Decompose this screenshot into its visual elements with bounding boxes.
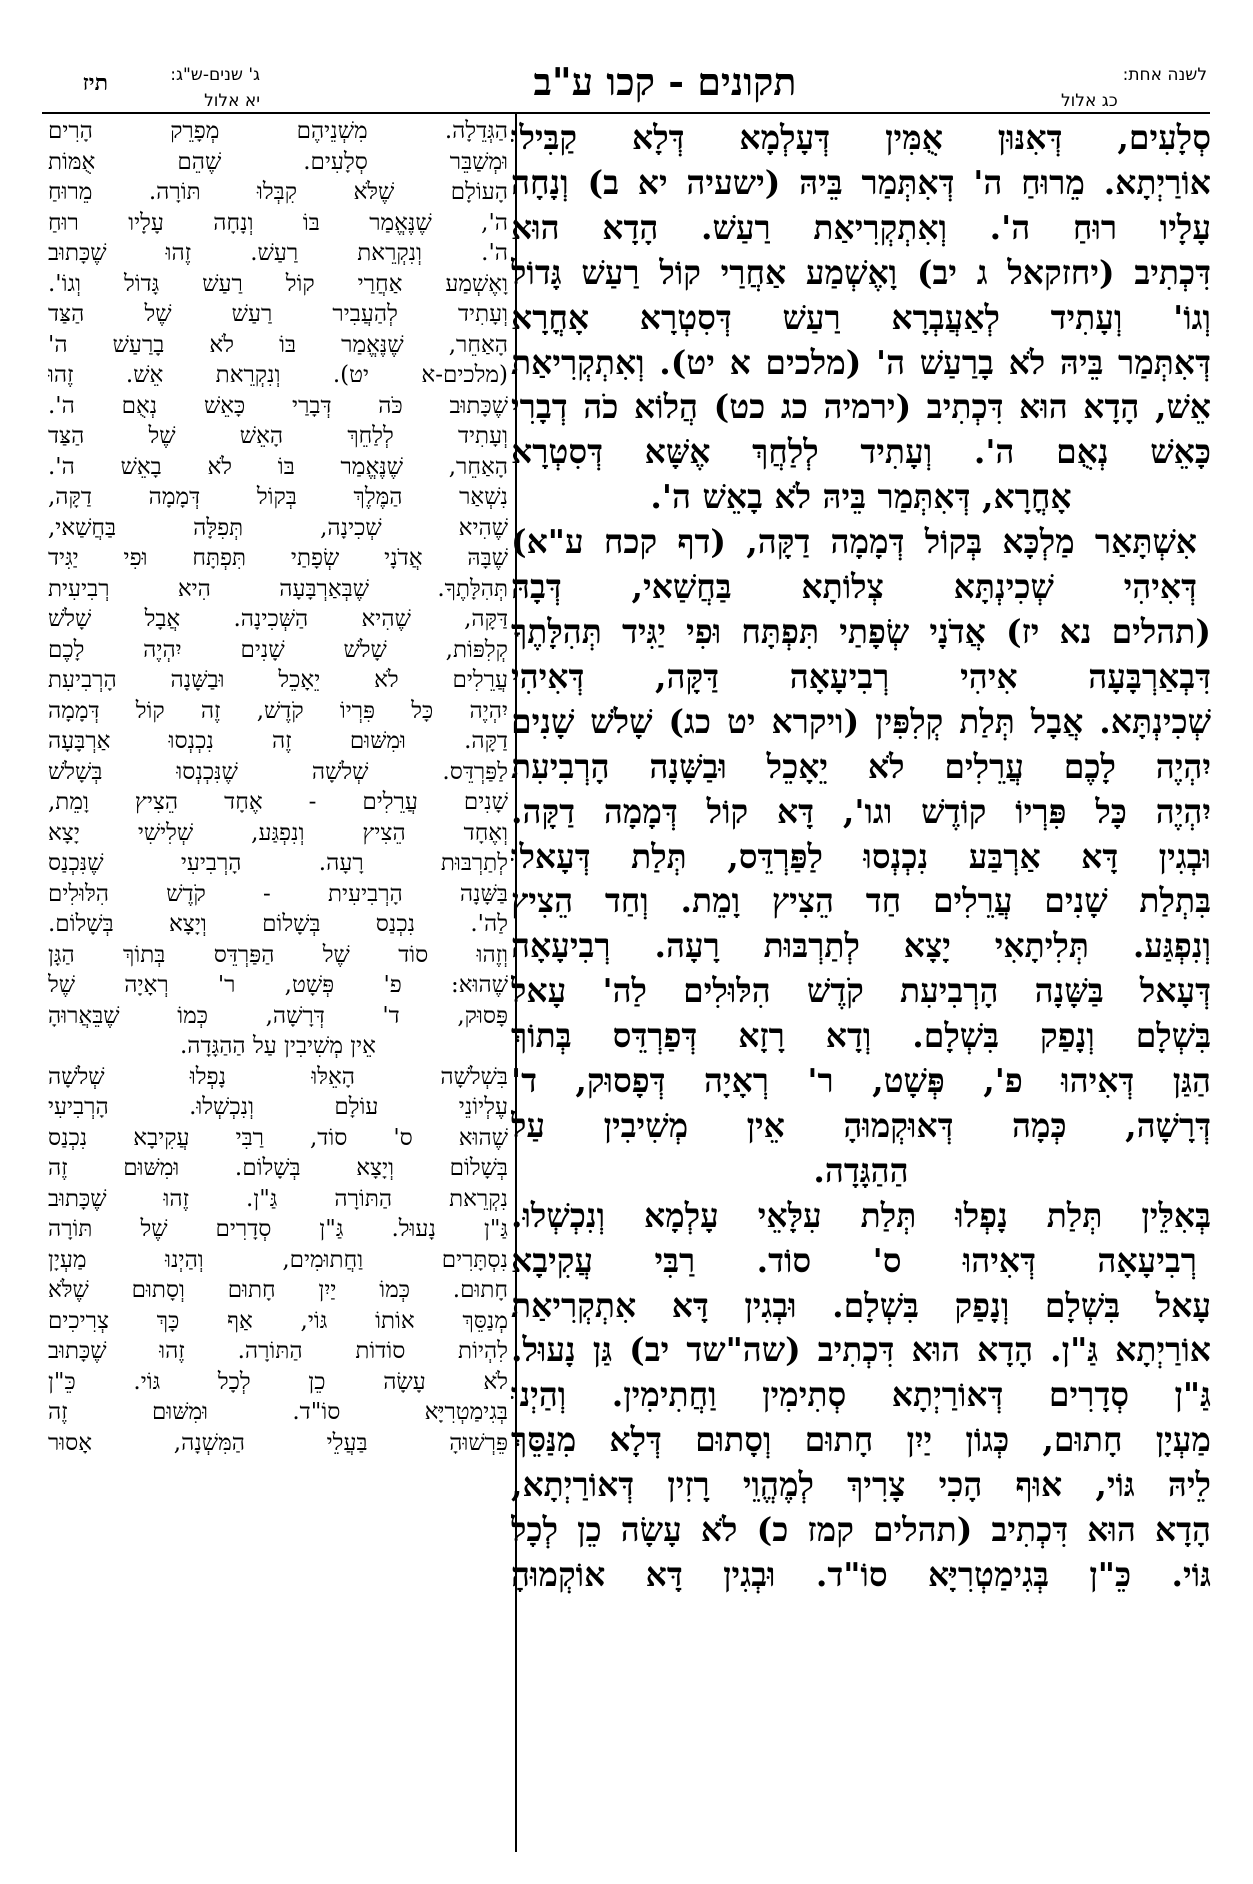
commentary-line: בִּשְׁלֹשָׁה הָאֵלּוּ נָפְלוּ שְׁלֹשָׁה (48, 1063, 508, 1090)
header-schedule-one-year: לשנה אחת: (1122, 65, 1207, 85)
main-text-line: לֵיהּ גּוֹי, אוּף הָכִי צָרִיךְ לְמֶהֱוֵי רָזִין דְּאוֹרַיְתָא, (511, 1465, 1211, 1505)
commentary-line: קְלִפּוֹת, שָׁלֹשׁ שָׁנִים יִהְיֶה לָכֶם (48, 636, 508, 663)
commentary-line: בַּשָּׁנָה הָרְבִיעִית - קֹדֶשׁ הִלּוּלִים (48, 880, 508, 907)
commentary-line: שֶׁכָּתוּב כֹּה דְּבָרַי כָּאֵשׁ נְאֻם ה'. (48, 392, 508, 419)
commentary-line: הַגְּדֵלָה. מִשְׁנֵיהֶם מְפָרֵק הָרִים (48, 118, 508, 144)
commentary-line: וָאֶשְׁמַע אַחֲרַי קוֹל רַעַשׁ גָּדוֹל וְגוֹ'. (48, 270, 508, 297)
commentary-line: גַּ"ן נָעוּל. גַּ"ן סְדָרִים שֶׁל תּוֹרָה (48, 1216, 508, 1242)
main-text-column (511, 116, 1211, 1861)
commentary-line: דַּקָּה, שֶׁהִיא הַשְּׁכִינָה. אֲבָל שָׁלֹשׁ (48, 606, 508, 632)
main-text-line: עָלָיו רוּחַ ה'. וְאִתְקְרִיאַת רַעַשׁ. הָדָא הוּא (511, 207, 1211, 247)
main-text-line: בִּשְׁלָם וְנָפַק בִּשְׁלָם. וְדָא רָזָא דְּפַרְדֵּס בְּתוֹךְ (511, 1016, 1211, 1056)
commentary-line: לַפַּרְדֵּס. שְׁלֹשָׁה שֶׁנִּכְנְסוּ בְּשָׁלֹשׁ (48, 758, 508, 785)
commentary-line: עֶלְיוֹנֵי עוֹלָם וְנִכְשְׁלוּ. הָרְבִיעִי (48, 1094, 508, 1120)
commentary-line: ה', שֶׁנֶּאֱמַר בּוֹ וְנָחָה עָלָיו רוּחַ (48, 209, 508, 236)
commentary-line: מְנַסֵּךְ אוֹתוֹ גּוֹי, אַף כָּךְ צְרִיכִים (48, 1307, 508, 1334)
commentary-line: וְזֶהוּ סוֹד שֶׁל הַפַּרְדֵּס בְּתוֹךְ הַגָּן (48, 941, 508, 968)
main-text-line: (תהלים נא יז) אֲדֹנָי שְׂפָתַי תִּפְתָּח וּפִי יַגִּיד תְּהִלָּתֶךָ (511, 611, 1211, 651)
main-text-line: שְׁכִינְתָּא. אֲבָל תְּלַת קְלִפִּין (ויקרא יט כג) שָׁלֹשׁ שָׁנִים (511, 701, 1211, 741)
header-schedule-three-years: ג' שנים-ש"ג: (170, 65, 260, 85)
commentary-line: ה'. וְנִקְרֵאת רַעַשׁ. זֶהוּ שֶׁכָּתוּב (48, 240, 508, 266)
main-text-line: גַּ"ן סְדָרִים דְּאוֹרַיְתָא סְתִימִין וַחֲתִימִין. וְהַיְנוּ (511, 1375, 1211, 1415)
commentary-line: יִהְיֶה כָּל פִּרְיוֹ קֹדֶשׁ, זֶה קוֹל דְּמָמָה (48, 697, 508, 724)
main-text-line: סְלָעִים, דְּאִנּוּן אֻמִּין דְּעָלְמָא דְּלָא קַבִּילוּ (511, 118, 1211, 157)
commentary-line: (מלכים-א יט). וְנִקְרֵאת אֵשׁ. זֶהוּ (48, 362, 508, 388)
page-title: תקונים - קכו ע"ב (533, 59, 797, 104)
page-number: תיז (82, 70, 108, 96)
main-text-line: וּבְגִין דָּא אַרְבַּע נִכְנְסוּ לַפַּרְדֵּס, תְּלַת דְּעָאלוּ (511, 836, 1211, 876)
commentary-line: לִהְיוֹת סוֹדוֹת הַתּוֹרָה. זֶהוּ שֶׁכָּתוּב (48, 1338, 508, 1364)
commentary-line: הָאַחֵר, שֶׁנֶּאֱמַר בּוֹ לֹא בָאֵשׁ ה'. (48, 453, 508, 480)
main-text-line: דְּאִיהִי שְׁכִינְתָּא צְלוֹתָא בַּחֲשַׁאי, דְּבָהּ (511, 567, 1197, 607)
commentary-line: חָתוּם. כְּמוֹ יַיִן חָתוּם וְסָתוּם שֶׁלֹּא (48, 1277, 508, 1303)
main-text-line: הָדָא הוּא דִּכְתִיב (תהלים קמז כ) לֹא עָשָׂה כֵן לְכָל (511, 1510, 1211, 1550)
header-info-left (110, 62, 260, 114)
commentary-line: תְּהִלָּתֶךָ. שֶׁבְּאַרְבָּעָה הִיא רְבִיעִית (48, 575, 508, 602)
commentary-line: שֶׁהוּא ס' סוֹד, רַבִּי עֲקִיבָא נִכְנַס (48, 1124, 508, 1151)
commentary-line: נִקְרֵאת הַתּוֹרָה גַּ"ן. זֶהוּ שֶׁכָּתוּב (48, 1185, 508, 1212)
main-text-line: דְּרָשָׁה, כְּמָה דְּאוּקְמוּהָ אֵין מְשִׁיבִין עַל (511, 1105, 1211, 1145)
main-text-line: דִּכְתִיב (יחזקאל ג יב) וָאֶשְׁמַע אַחֲרַי קוֹל רַעַשׁ גָּדוֹל (511, 252, 1211, 292)
main-text-line: הַגַּן דְּאִיהוּ פ', פְּשָׁט, ר' רְאָיָה דְּפָסוּק, ד' (511, 1061, 1211, 1101)
main-text-line: יִהְיֶה לָכֶם עֲרֵלִים לֹא יֵאָכֵל וּבַשָּׁנָה הָרְבִיעִת (511, 746, 1211, 786)
commentary-line: הָעוֹלָם שֶׁלֹּא קִבְּלוּ תּוֹרָה. מֵרוּחַ (48, 179, 508, 205)
main-text-line: רְבִיעָאָה דְּאִיהוּ ס' סוֹד. רַבִּי עֲקִיבָא (511, 1240, 1197, 1280)
main-text-line: גּוֹי. כֵּ"ן בְּגִימַטְרִיָּא סוֹ"ד. וּבְגִין דָּא אוֹקְמוּהָ (511, 1555, 1211, 1594)
commentary-line: שֶׁהוּא: פ' פְּשָׁט, ר' רְאָיָה שֶׁל (48, 972, 508, 998)
commentary-line: בְּגִימַטְרִיָּא סוֹ"ד. וּמִשּׁוּם זֶה (48, 1399, 508, 1425)
commentary-line: שֶׁהִיא שְׁכִינָה, תְּפִלָּה בַּחֲשַׁאי, (48, 514, 508, 541)
commentary-line: פֵּרְשׁוּהָ בַּעֲלֵי הַמִּשְׁנָה, אָסוּר (48, 1429, 508, 1456)
main-text-line: הַהַגָּדָה. (813, 1150, 909, 1190)
commentary-line: וּמְשַׁבֵּר סְלָעִים. שֶׁהֵם אֻמּוֹת (48, 148, 508, 175)
header-info-right (1057, 62, 1207, 114)
main-text-line: בְּאִלֵּין תְּלַת נָפְלוּ תְּלַת עִלָּאֵי עָלְמָא וְנִכְשְׁלוּ. (511, 1195, 1211, 1235)
main-text-line: דְּאִתְּמַר בֵּיהּ לֹא בָרַעַשׁ ה' (מלכים א יט). וְאִתְקְרִיאַת (511, 342, 1211, 382)
commentary-line: נִסְתָּרִים וַחֲתוּמִים, וְהַיְנוּ מַעְיָן (48, 1246, 508, 1273)
commentary-line: הָאַחֵר, שֶׁנֶּאֱמַר בּוֹ לֹא בָרַעַשׁ ה' (48, 331, 508, 358)
commentary-line: דַקָּה. וּמִשּׁוּם זֶה נִכְנְסוּ אַרְבָּעָה (48, 728, 508, 754)
main-text-line: מַעְיָן חָתוּם, כְּגוֹן יַיִן חָתוּם וְסָתוּם דְּלָא מִנַּסֵּךְ (511, 1420, 1211, 1460)
commentary-column (48, 116, 508, 1861)
main-text-line: דְּעָאל בַּשָּׁנָה הָרְבִיעִת קֹדֶשׁ הִלּוּלִים לַה' עָאל (511, 971, 1211, 1011)
commentary-line: וְעָתִיד לְהַעֲבִיר רַעַשׁ שֶׁל הַצַּד (48, 301, 508, 327)
main-text-line: אוֹרַיְתָא גַּ"ן. הָדָא הוּא דִּכְתִיב (שה"שד יב) גַּן נָעוּל. (511, 1330, 1211, 1370)
commentary-line: לַה'. נִכְנַס בְּשָׁלוֹם וְיָצָא בְּשָׁלוֹם. (48, 911, 508, 937)
main-text-line: עָאל בִּשְׁלָם וְנָפַק בִּשְׁלָם. וּבְגִין דָּא אִתְקְרִיאַת (511, 1285, 1211, 1325)
commentary-line: שֶׁבָּהּ אֲדֹנָי שְׂפָתַי תִּפְתָּח וּפִי יַגִּיד (48, 545, 508, 571)
commentary-line: נִשְׁאַר הַמֶּלֶךְ בְּקוֹל דְּמָמָה דַקָּה, (48, 484, 508, 510)
commentary-line: וְאֶחָד הֵצִיץ וְנִפְגַּע, שְׁלִישִׁי יָצָא (48, 819, 508, 846)
main-text-line: יִהְיֶה כָּל פִּרְיוֹ קוֹדֶשׁ וגו', דָּא קוֹל דְּמָמָה דַקָּה. (511, 791, 1211, 831)
commentary-line: לֹא עָשָׂה כֵן לְכָל גּוֹי. כֵּ"ן (48, 1368, 508, 1395)
main-text-line: אֵשׁ, הָדָא הוּא דִּכְתִיב (ירמיה כג כט) הֲלוֹא כֹה דְבָרִי (511, 387, 1211, 427)
commentary-line: בְּשָׁלוֹם וְיָצָא בְּשָׁלוֹם. וּמִשּׁוּם זֶה (48, 1155, 508, 1181)
main-text-line: אוֹרַיְתָא. מֵרוּחַ ה' דְּאִתְּמַר בֵּיהּ (ישעיה יא ב) וְנָחָה (511, 162, 1211, 202)
commentary-line: לְתַרְבּוּת רָעָה. הָרְבִיעִי שֶׁנִּכְנַס (48, 850, 508, 876)
main-text-line: וְגוֹ' וְעָתִיד לְאַעֲבְרָא רַעַשׁ דְּסִטְרָא אָחֳרָא (511, 297, 1211, 337)
main-text-line: אִשְׁתָּאַר מַלְכָּא בְּקוֹל דְּמָמָה דַקָּה, (דף קכח ע"א) (511, 522, 1197, 562)
commentary-line: אֵין מְשִׁיבִין עַל הַהַגָּדָה. (180, 1033, 376, 1059)
commentary-line: עֲרֵלִים לֹא יֵאָכֵל וּבַשָּׁנָה הָרְבִיעִת (48, 667, 508, 693)
main-text-line: דִּבְאַרְבָּעָה אִיהִי רְבִיעָאָה דַּקָּה, דְּאִיהִי (511, 656, 1211, 696)
commentary-line: שָׁנִים עֲרֵלִים - אֶחָד הֵצִיץ וָמֵת, (48, 789, 508, 815)
header-divider (42, 112, 1210, 114)
main-text-line: אָחֳרָא, דְּאִתְּמַר בֵּיהּ לֹא בָאֵשׁ ה'. (650, 477, 1072, 517)
main-text-line: בִּתְלַת שָׁנִים עֲרֵלִים חַד הֵצִיץ וָמֵת. וְחַד הֵצִיץ (511, 881, 1211, 921)
header-date-three-years: יא אלול (204, 91, 260, 111)
commentary-line: פָּסוּק, ד' דְּרָשָׁה, כְּמוֹ שֶׁבֵּאֲרוּהָ (48, 1002, 508, 1029)
header-date-one-year: כג אלול (1061, 91, 1118, 111)
main-text-line: וְנִפְגַּע. תְּלִיתָאִי יָצָא לְתַרְבּוּת רָעָה. רְבִיעָאָה (511, 926, 1211, 966)
commentary-line: וְעָתִיד לְלַחֵךְ הָאֵשׁ שֶׁל הַצַּד (48, 423, 508, 449)
main-text-line: כָּאֵשׁ נְאֻם ה'. וְעָתִיד לְלַחֲךְ אֶשָּׁא דְּסִטְרָא (511, 432, 1211, 472)
